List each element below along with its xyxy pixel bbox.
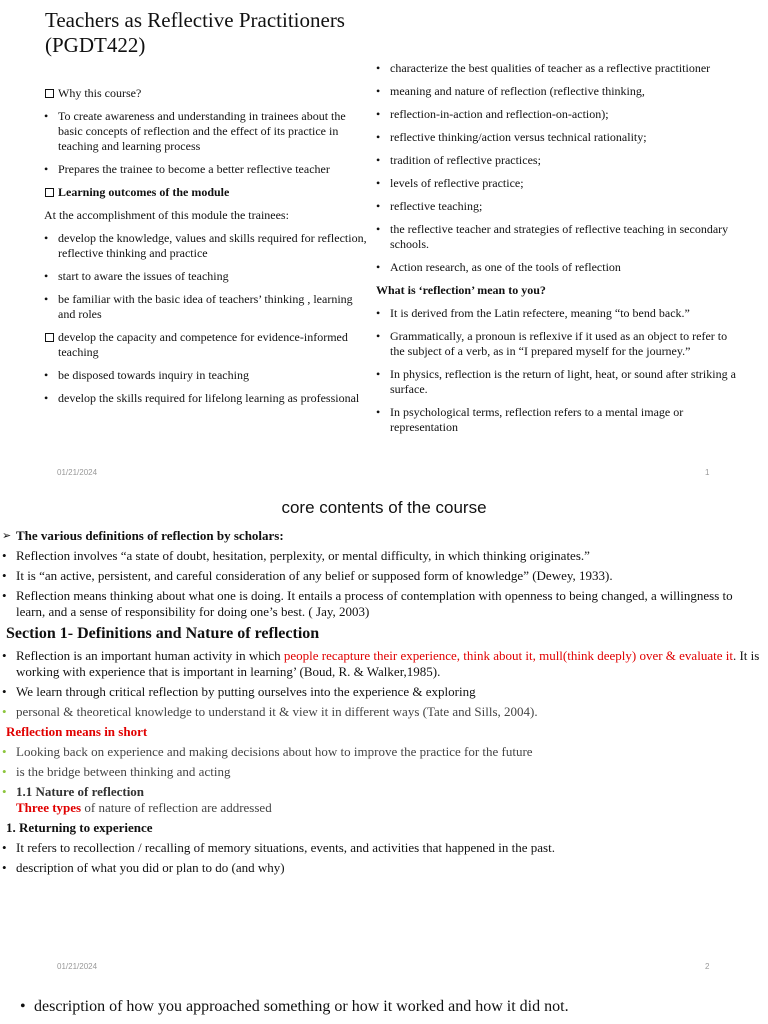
short-heading: Reflection means in short bbox=[6, 724, 148, 739]
nature-rest: of nature of reflection are addressed bbox=[81, 800, 272, 815]
slide-3 bbox=[0, 982, 768, 1024]
returning-item: • description of what you did or plan to do (and why) bbox=[2, 860, 760, 876]
content-item: • reflective thinking/action versus technical rationality; bbox=[376, 130, 744, 145]
section-heading: Section 1- Definitions and Nature of reflection bbox=[6, 625, 320, 642]
content-item: • levels of reflective practice; bbox=[376, 176, 744, 191]
left-column bbox=[44, 86, 371, 414]
outcomes-heading: Learning outcomes of the module bbox=[44, 185, 371, 200]
section-item-text: Reflection is an important human activity in which bbox=[16, 648, 284, 663]
section-item: • personal & theoretical knowledge to understand it & view it in different ways (Tate and Sills, 2004). bbox=[2, 704, 760, 720]
capacity-item: develop the capacity and competence for evidence-informed teaching bbox=[44, 330, 371, 360]
short-item: • is the bridge between thinking and acting bbox=[2, 764, 760, 780]
definition-item: • It is “an active, persistent, and careful consideration of any belief or supposed form of knowledge” (Dewey, 1933). bbox=[2, 568, 760, 584]
highlighted-text: people recapture their experience, think about it, mull(think deeply) over & evaluate it bbox=[283, 648, 733, 663]
outcomes-intro: At the accomplishment of this module the trainees: bbox=[44, 208, 289, 222]
slide-date: 01/21/2024 bbox=[57, 962, 98, 971]
section-item: • We learn through critical reflection by putting ourselves into the experience & exploring bbox=[2, 684, 760, 700]
slide-title bbox=[45, 8, 345, 58]
question-item: • Grammatically, a pronoun is reflexive if it used as an object to refer to the subject of a verb, as in “I prepared myself for the journey.” bbox=[376, 329, 744, 359]
question-item: • In physics, reflection is the return of light, heat, or sound after striking a surface. bbox=[376, 367, 744, 397]
outcome-item: • be disposed towards inquiry in teaching bbox=[44, 368, 371, 383]
definition-item: • Reflection means thinking about what one is doing. It entails a process of contemplation with openness to being changed, a willingness to learn, and a sense of responsibility for doing one’s best. ( Jay, 2003) bbox=[2, 588, 760, 620]
short-item: • Looking back on experience and making decisions about how to improve the practice for the future bbox=[2, 744, 760, 760]
content-item: • Action research, as one of the tools of reflection bbox=[376, 260, 744, 275]
definition-item: • Reflection involves “a state of doubt, hesitation, perplexity, or mental difficulty, in which thinking originates.” bbox=[2, 548, 760, 564]
question-heading: What is ‘reflection’ mean to you? bbox=[376, 283, 546, 297]
question-item: • In psychological terms, reflection refers to a mental image or representation bbox=[376, 405, 744, 435]
nature-text bbox=[16, 800, 760, 816]
slide-1 bbox=[0, 0, 768, 492]
question-item: • It is derived from the Latin refectere, meaning “to bend back.” bbox=[376, 306, 744, 321]
slide-2 bbox=[0, 492, 768, 982]
slide-date: 01/21/2024 bbox=[57, 468, 98, 477]
outcome-item: • start to aware the issues of teaching bbox=[44, 269, 371, 284]
why-item: • Prepares the trainee to become a better reflective teacher bbox=[44, 162, 371, 177]
why-heading: Why this course? bbox=[44, 86, 371, 101]
content-item: • meaning and nature of reflection (reflective thinking, bbox=[376, 84, 744, 99]
content-item: • reflective teaching; bbox=[376, 199, 744, 214]
content-item: • tradition of reflective practices; bbox=[376, 153, 744, 168]
page-number: 2 bbox=[705, 962, 710, 971]
outcome-item: • be familiar with the basic idea of teachers’ thinking , learning and roles bbox=[44, 292, 371, 322]
outcome-item: • develop the knowledge, values and skills required for reflection, reflective thinking and practice bbox=[44, 231, 371, 261]
slide-title: core contents of the course bbox=[281, 498, 487, 517]
nature-highlight: Three types bbox=[16, 800, 82, 815]
slide-3-item: • description of how you approached something or how it worked and how it did not. bbox=[20, 998, 569, 1016]
section-item-text: . It is working with experience that is important in learning’ (Boud, R. & Walker,1985). bbox=[16, 648, 760, 679]
page-number: 1 bbox=[705, 468, 710, 477]
content-item: • characterize the best qualities of teacher as a reflective practitioner bbox=[376, 61, 744, 76]
right-column bbox=[376, 61, 744, 443]
title-line-2: (PGDT422) bbox=[45, 33, 146, 57]
why-item: • To create awareness and understanding in trainees about the basic concepts of reflection and the effect of its practice in teaching and learning process bbox=[44, 109, 371, 154]
nature-block bbox=[2, 784, 760, 816]
content-area bbox=[2, 528, 760, 880]
content-item: • reflection-in-action and reflection-on-action); bbox=[376, 107, 744, 122]
returning-item: • It refers to recollection / recalling of memory situations, events, and activities that happened in the past. bbox=[2, 840, 760, 856]
title-line-1: Teachers as Reflective Practitioners bbox=[45, 8, 345, 32]
section-item bbox=[2, 648, 760, 680]
returning-heading: 1. Returning to experience bbox=[6, 820, 153, 835]
content-item: • the reflective teacher and strategies of reflective teaching in secondary schools. bbox=[376, 222, 744, 252]
nature-heading: • 1.1 Nature of reflection bbox=[16, 784, 145, 799]
outcome-item: • develop the skills required for lifelong learning as professional bbox=[44, 391, 371, 406]
definitions-heading: ➢ The various definitions of reflection by scholars: bbox=[2, 528, 760, 544]
